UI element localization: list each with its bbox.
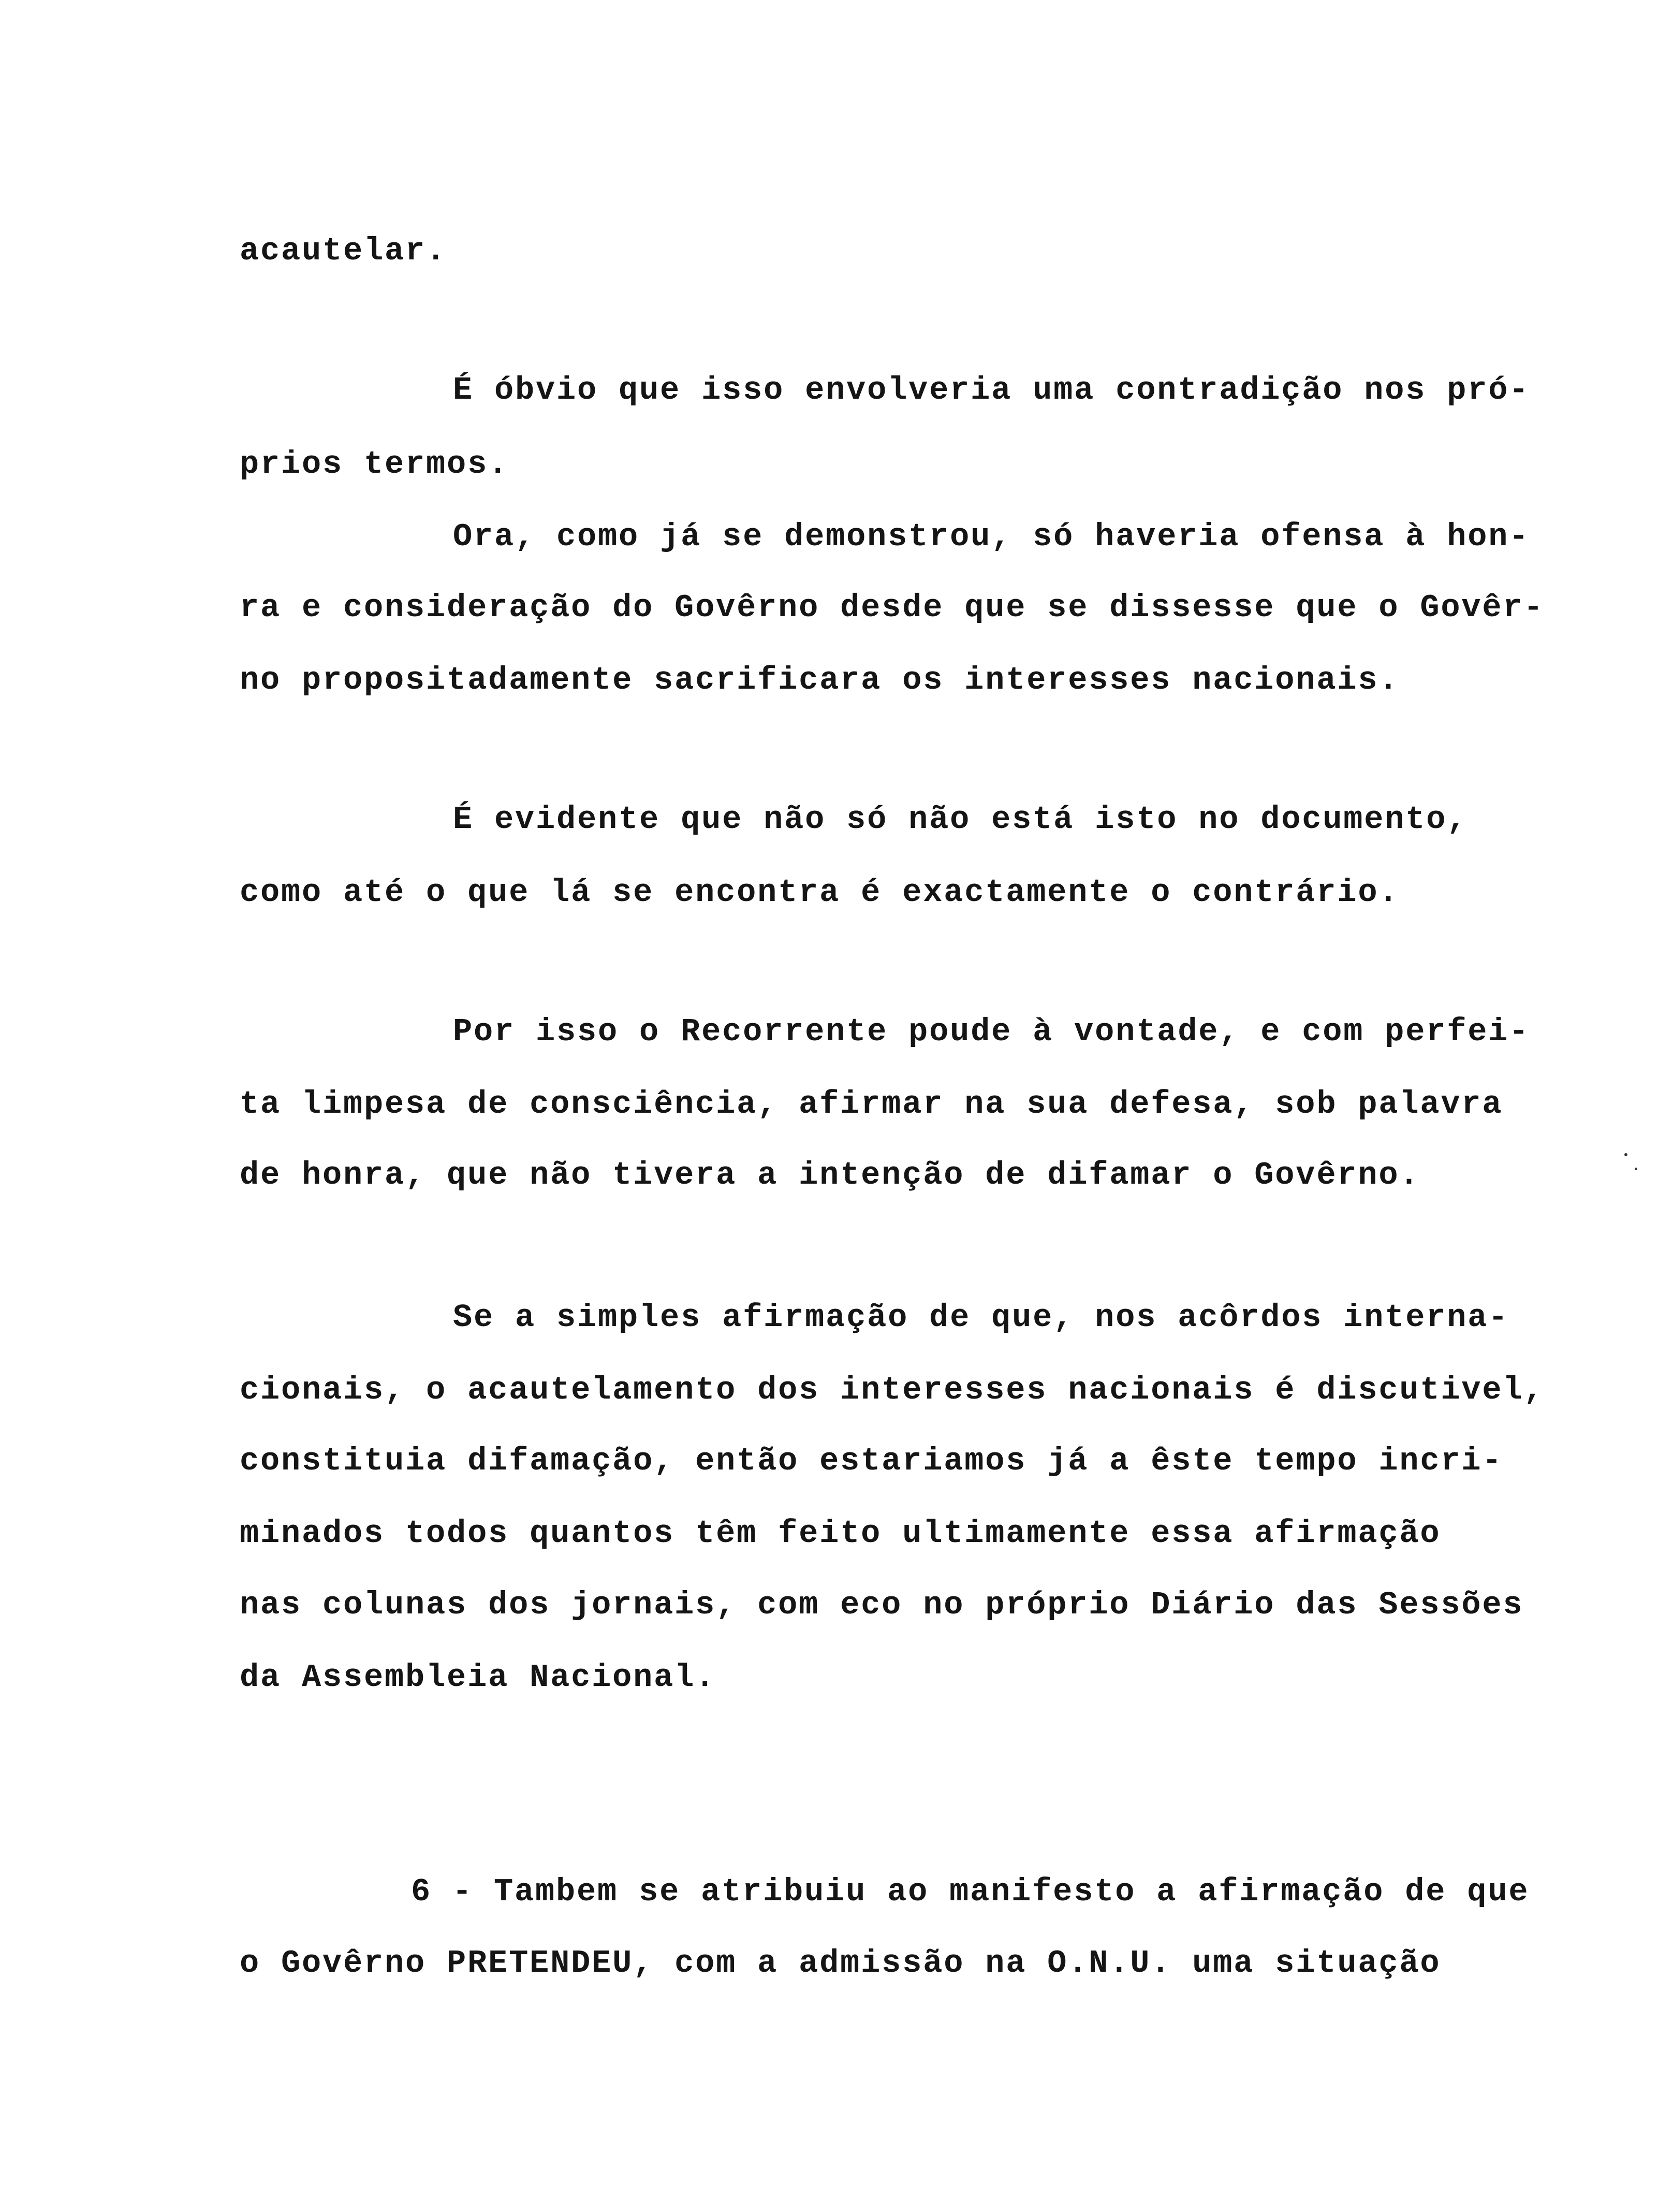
text-line: o Govêrno PRETENDEU, com a admissão na O.N.U. uma situação — [240, 1945, 1441, 1982]
text-line: É evidente que não só não está isto no documento, — [453, 801, 1468, 838]
text-line: como até o que lá se encontra é exactamente o contrário. — [240, 874, 1400, 911]
text-line: Se a simples afirmação de que, nos acôrdos interna- — [453, 1299, 1509, 1336]
text-line: no propositadamente sacrificara os interesses nacionais. — [240, 662, 1400, 698]
text-line: 6 - Tambem se atribuiu ao manifesto a afirmação de que — [411, 1873, 1530, 1910]
continuation-line: acautelar. — [240, 232, 447, 269]
text-line: Ora, como já se demonstrou, só haveria ofensa à hon- — [453, 518, 1530, 555]
text-line: Por isso o Recorrente poude à vontade, e com perfei- — [453, 1013, 1530, 1050]
scan-speck — [1624, 1153, 1627, 1156]
text-line: constituia difamação, então estariamos já a êste tempo incri- — [240, 1443, 1503, 1479]
text-line: É óbvio que isso envolveria uma contradição nos pró- — [453, 372, 1530, 409]
text-line: ra e consideração do Govêrno desde que se dissesse que o Govêr- — [240, 589, 1545, 626]
text-line: da Assembleia Nacional. — [240, 1659, 716, 1696]
scan-speck — [1635, 1168, 1637, 1170]
text-line: nas colunas dos jornais, com eco no próprio Diário das Sessões — [240, 1587, 1524, 1623]
text-line: ta limpesa de consciência, afirmar na sua defesa, sob palavra — [240, 1086, 1503, 1123]
text-line: cionais, o acautelamento dos interesses nacionais é discutivel, — [240, 1372, 1545, 1408]
text-line: minados todos quantos têm feito ultimamente essa afirmação — [240, 1515, 1441, 1552]
text-line: prios termos. — [240, 446, 509, 483]
text-line: de honra, que não tivera a intenção de difamar o Govêrno. — [240, 1157, 1420, 1194]
